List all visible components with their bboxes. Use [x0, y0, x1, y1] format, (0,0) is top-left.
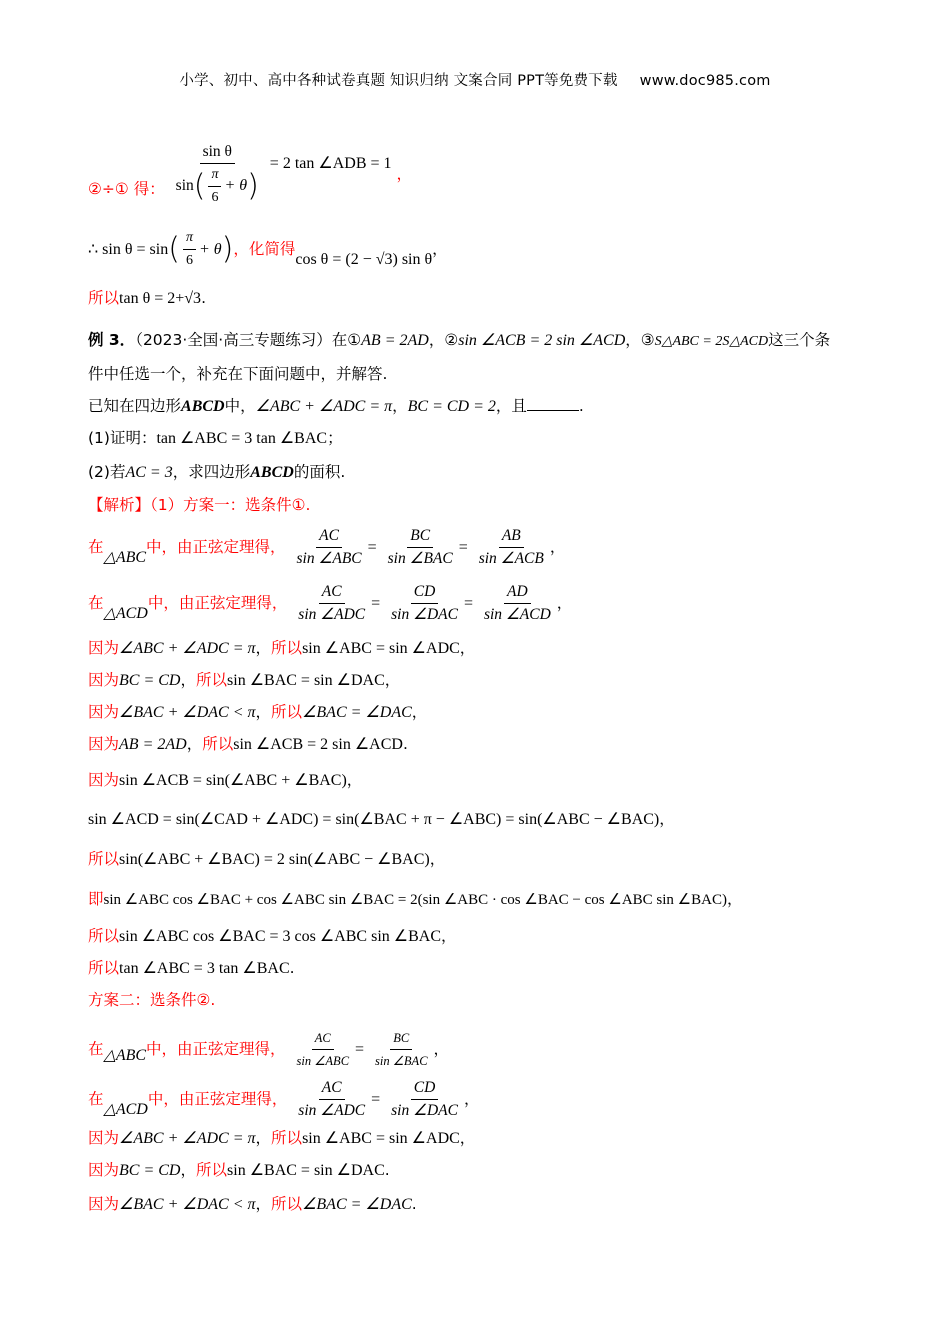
solution-row-3: 因为∠ABC + ∠ADC = π，所以sin ∠ABC = sin ∠ADC，	[88, 639, 476, 657]
solution-row-1: 在△ABC中，由正弦定理得， $\frac{AC}{\text{sin ∠ABC}}$ = $\frac{BC}{\text{sin ∠BAC}}$ = $\frac{AB}{\text{sin ∠ACB}}$ ，	[88, 527, 566, 567]
header-title: 小学、初中、高中各种试卷真题 知识归纳 文案合同 PPT等免费下载	[179, 73, 618, 89]
derivation-line-2: ∴ sin θ = sin( $\frac{\pi}{6}$ + θ)，化简得cos θ = (2 − √3) sin θ，	[88, 230, 448, 268]
solution-row-8: sin ∠ACD = sin(∠CAD + ∠ADC) = sin(∠BAC + π − ∠ABC) = sin(∠ABC − ∠BAC)，	[88, 810, 675, 828]
plan-2-row-4: 因为BC = CD，所以sin ∠BAC = sin ∠DAC.	[88, 1161, 390, 1179]
question-2: (2)若AC = 3，求四边形ABCD的面积.	[88, 463, 346, 481]
question-1: (1)证明：tan ∠ABC = 3 tan ∠BAC；	[88, 429, 343, 447]
derivation-line-3: 所以tan θ = 2+√3.	[88, 289, 206, 307]
plan-2-row-5: 因为∠BAC + ∠DAC < π，所以∠BAC = ∠DAC.	[88, 1195, 417, 1213]
solution-row-11: 所以sin ∠ABC cos ∠BAC = 3 cos ∠ABC sin ∠BAC，	[88, 927, 457, 945]
header-site-link[interactable]: www.doc985.com	[639, 73, 771, 89]
solution-row-5: 因为∠BAC + ∠DAC < π，所以∠BAC = ∠DAC，	[88, 703, 428, 721]
solution-row-4: 因为BC = CD，所以sin ∠BAC = sin ∠DAC，	[88, 671, 401, 689]
solution-row-9: 所以sin(∠ABC + ∠BAC) = 2 sin(∠ABC − ∠BAC)，	[88, 850, 446, 868]
example-3-line-3: 已知在四边形ABCD中，∠ABC + ∠ADC = π，BC = CD = 2，且 .	[88, 397, 584, 415]
plan-2-row-1: 在△ABC中，由正弦定理得， $\frac{AC}{\text{sin ∠ABC}}$ = $\frac{BC}{\text{sin ∠BAC}}$ ，	[88, 1028, 449, 1071]
solution-row-7: 因为sin ∠ACB = sin(∠ABC + ∠BAC)，	[88, 771, 363, 789]
solution-heading: 【解析】（1）方案一：选条件①.	[88, 496, 311, 514]
solution-row-10: 即sin ∠ABC cos ∠BAC + cos ∠ABC sin ∠BAC = 2(sin ∠ABC · cos ∠BAC − cos ∠ABC sin ∠BAC)，	[88, 890, 743, 908]
page-header	[0, 69, 950, 90]
ratio-fraction: sin θ sin( $\frac{\pi}{6}$ + θ)	[175, 143, 259, 205]
plan-2-row-3: 因为∠ABC + ∠ADC = π，所以sin ∠ABC = sin ∠ADC，	[88, 1129, 476, 1147]
solution-row-6: 因为AB = 2AD，所以sin ∠ACB = 2 sin ∠ACD.	[88, 735, 408, 753]
plan-2-heading: 方案二：选条件②.	[88, 991, 216, 1009]
example-3-statement: 例 3．（2023·全国·高三专题练习）在①AB = 2AD，②sin ∠ACB = 2 sin ∠ACD，③S△ABC = 2S△ACD这三个条	[88, 331, 831, 349]
solution-row-12: 所以tan ∠ABC = 3 tan ∠BAC.	[88, 959, 295, 977]
plan-2-row-2: 在△ACD中，由正弦定理得， $\frac{AC}{\text{sin ∠ADC}}$ = $\frac{CD}{\text{sin ∠DAC}}$ ，	[88, 1079, 480, 1119]
solution-row-2: 在△ACD中，由正弦定理得， $\frac{AC}{\text{sin ∠ADC}}$ = $\frac{CD}{\text{sin ∠DAC}}$ = $\frac{AD}{\text{sin ∠ACD}}$ ，	[88, 583, 573, 623]
derivation-line-1: ②÷① 得： sin θ sin( $\frac{\pi}{6}$ + θ) = 2 tan ∠ADB = 1 ，	[88, 142, 412, 208]
answer-blank[interactable]	[527, 396, 579, 411]
example-3-line-2: 件中任选一个，补充在下面问题中，并解答.	[88, 365, 388, 383]
